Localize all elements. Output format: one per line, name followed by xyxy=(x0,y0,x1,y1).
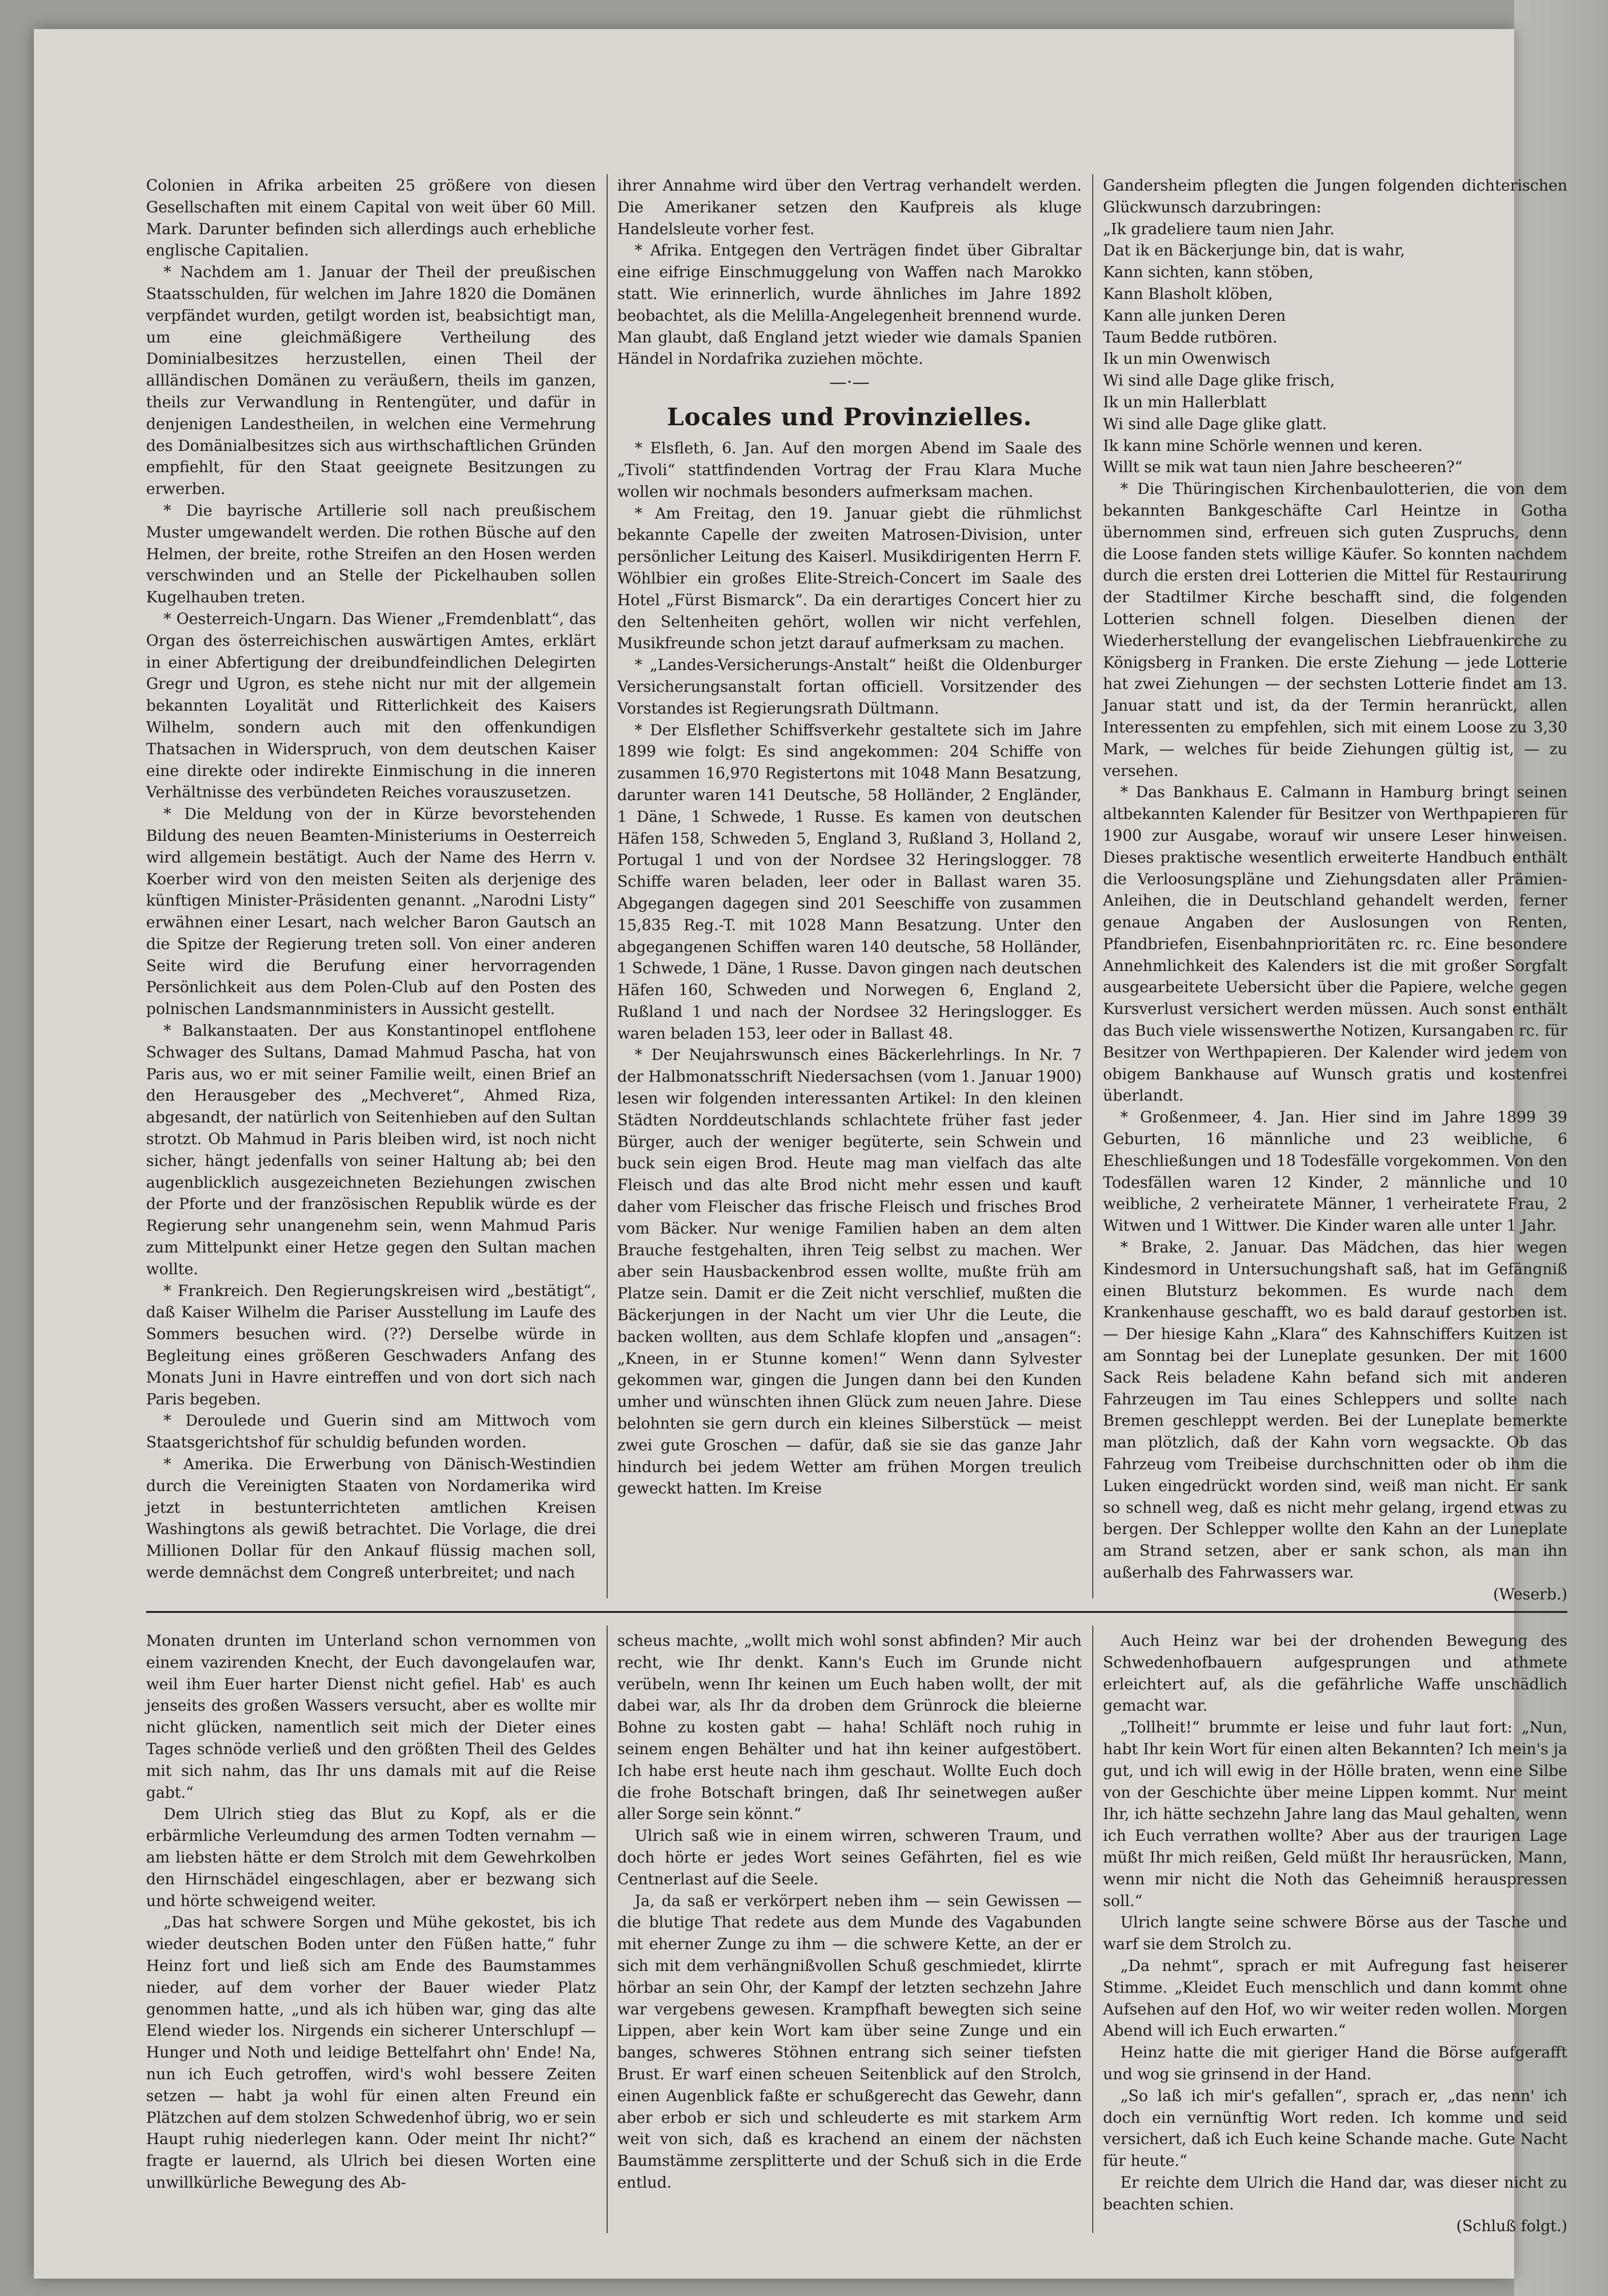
column-divider xyxy=(1092,174,1093,1598)
article-paragraph: * „Landes-Versicherungs-Anstalt“ heißt die Oldenburger Versicherungsanstalt fortan officiell. Vorsitzender des Vorstandes ist Regierungsrath Dültmann. xyxy=(617,656,1082,717)
article-paragraph: * Die bayrische Artillerie soll nach preußischem Muster umgewandelt werden. Die rothen Büsche auf den Helmen, der breite, rothe Streifen an den Hosen werden verschwinden und an Stelle der Pickelhauben sollen Kugelhauben treten. xyxy=(146,502,596,607)
article-paragraph: „Tollheit!“ brummte er leise und fuhr laut fort: „Nun, habt Ihr kein Wort für einen alten Bekannten? Ich mein's ja gut, und ich will ewig in der Hölle braten, wenn eine Silbe von der Geschichte über meine Lippen kommt. Nur meint Ihr, ich hätte sechzehn Jahre lang das Maul gehalten, wenn ich Euch verrathen wollte? Aber aus der traurigen Lage müßt Ihr mich reißen, Geld müßt Ihr herausrücken, Mann, wenn mir nicht die Noth das Geheimniß herauspressen soll.“ xyxy=(1103,1719,1567,1910)
article-paragraph: * Das Bankhaus E. Calmann in Hamburg bringt seinen altbekannten Kalender für Besitzer von Werthpapieren für 1900 zur Ausgabe, worauf wir unsere Leser hinweisen. Dieses praktische wesentlich erweiterte Handbuch enthält die Verloosungspläne und Ziehungsdaten aller Prämien-Anleihen, die in Deutschland gehandelt werden, ferner genaue Angaben der Auslosungen von Renten, Pfandbriefen, Eisenbahnprioritäten rc. rc. Eine besondere Annehmlichkeit des Kalenders ist die mit großer Sorgfalt ausgearbeitete Uebersicht über die Papiere, welche gegen Kursverlust versichert werden müssen. Auch sonst enthält das Buch viele wissenswerthe Notizen, Kursangaben rc. für Besitzer von Werthpapieren. Der Kalender wird jedem von obigem Bankhause auf Wunsch gratis und kostenfrei überlandt. xyxy=(1103,784,1567,1105)
article-paragraph: scheus machte, „wollt mich wohl sonst abfinden? Mir auch recht, wie Ihr denkt. Kann's Euch im Grunde nicht verübeln, wenn Ihr keinen um Euch haben wollt, der mit dabei war, als Ihr da droben dem Grünrock die bleierne Bohne zu kosten gabt — haha! Schläft noch ruhig in seinem engen Behälter und hat ihn keiner aufgestöbert. Ich habe erst heute nach ihm geschaut. Wollte Euch doch die frohe Botschaft bringen, daß Ihr seinetwegen außer aller Sorge sein könnt.“ xyxy=(617,1632,1082,1823)
article-paragraph: Ja, da saß er verkörpert neben ihm — sein Gewissen — die blutige That redete aus dem Munde des Vagabunden mit eherner Zunge zu ihm — die schwere Kette, an der er sich mit dem verhängnißvollen Schuß geschmiedet, klirrte hörbar an sein Ohr, der Kampf der letzten sechzehn Jahre war vergebens gewesen. Krampfhaft bewegten sich seine Lippen, aber kein Wort kam über seine Zunge und ein banges, schweres Stöhnen entrang sich seiner tiefsten Brust. Er warf einen scheuen Seitenblick auf den Strolch, einen Augenblick faßte er schußgerecht das Gewehr, dann aber erbob er sich und schleuderte es mit starkem Arm weit von sich, daß es krachend an einem der nächsten Baumstämme zersplitterte und der Schuß sich in die Erde entlud. xyxy=(617,1892,1082,2192)
article-paragraph: * Brake, 2. Januar. Das Mädchen, das hier wegen Kindesmord in Untersuchungshaft saß, hat im Gefängniß einen Blutsturz bekommen. Es wurde nach dem Krankenhause geschafft, wo es bald darauf gestorben ist. — Der hiesige Kahn „Klara“ des Kahnschiffers Kuitzen ist am Sonntag bei der Luneplate gesunken. Der mit 1600 Sack Reis beladene Kahn befand sich mit anderen Fahrzeugen im Tau eines Schleppers und sollte nach Bremen geschleppt werden. Bei der Luneplate bemerkte man plötzlich, daß der Kahn vorn wegsackte. Ob das Fahrzeug vom Treibeise durchschnitten oder ob ihm die Luken eingedrückt worden sind, weiß man nicht. Er sank so schnell weg, daß es nicht mehr gelang, irgend etwas zu bergen. Der Schlepper wollte den Kahn an der Luneplate am Strand setzen, aber er sank schon, als man ihn außerhalb des Fahrwassers war. xyxy=(1103,1239,1567,1581)
article-paragraph: * Nachdem am 1. Januar der Theil der preußischen Staatsschulden, für welchen im Jahre 1820 die Domänen verpfändet wurden, getilgt worden ist, beabsichtigt man, um eine gleichmäßigere Vertheilung des Dominialbesitzes herzustellen, einen Theil der allländischen Domänen zu veräußern, theils im ganzen, theils zur Verwandlung in Rentengüter, und dafür in denjenigen Landestheilen, in welchen eine Vermehrung des Domänialbesitzes sich aus wirthschaftlichen Gründen empfiehlt, für den Staat geeignete Besitzungen zu erwerben. xyxy=(146,264,596,498)
feuilleton-rule xyxy=(146,1611,1567,1613)
column-3 xyxy=(1103,175,1567,1603)
source-attribution: (Weserb.) xyxy=(1493,1585,1567,1603)
poem-intro: Gandersheim pflegten die Jungen folgenden dichterischen Glückwunsch darzubringen: xyxy=(1103,177,1567,216)
article-paragraph: * Der Elsflether Schiffsverkehr gestaltete sich im Jahre 1899 wie folgt: Es sind angekommen: 204 Schiffe von zusammen 16,970 Registertons mit 1048 Mann Besatzung, darunter waren 141 Deutsche, 58 Holländer, 2 Engländer, 1 Däne, 1 Schwede, 1 Russe. Es kamen von deutschen Häfen 158, Schweden 5, England 3, Rußland 3, Holland 2, Portugal 1 und von der Nordsee 32 Heringslogger. 78 Schiffe waren beladen, leer oder in Ballast waren 35. Abgegangen dagegen sind 201 Seeschiffe von zusammen 15,835 Reg.-T. mit 1028 Mann Besatzung. Unter den abgegangenen Schiffen waren 140 deutsche, 58 Holländer, 1 Schwede, 1 Däne, 1 Russe. Davon gingen nach deutschen Häfen 160, Schweden und Norwegen 6, England 2, Rußland 1 und nach der Nordsee 32 Heringslogger. Es waren beladen 153, leer oder in Ballast 48. xyxy=(617,721,1082,1043)
column-divider xyxy=(607,174,608,1598)
column-divider xyxy=(1092,1625,1093,2233)
article-paragraph: Auch Heinz war bei der drohenden Bewegung des Schwedenhofbauern aufgesprungen und athmete erleichtert auf, als die gefährliche Waffe unschädlich gemacht war. xyxy=(1103,1632,1567,1715)
article-paragraph: Dem Ulrich stieg das Blut zu Kopf, als er die erbärmliche Verleumdung des armen Todten vernahm — am liebsten hätte er dem Strolch mit dem Gewehrkolben den Hirnschädel eingeschlagen, aber er bezwang sich und hörte schweigend weiter. xyxy=(146,1805,596,1910)
article-paragraph: * Die Thüringischen Kirchenbaulotterien, die von dem bekannten Bankgeschäfte Carl Heintze in Gotha übernommen sind, erfreuen sich guten Zuspruchs, denn die Loose fanden stets willige Käufer. So konnten nachdem durch die ersten drei Lotterien die Mittel für Restaurirung der Stadtilmer Kirche beschafft sind, die folgenden Lotterien schnell folgen. Dieselben dienen der Wiederherstellung der evangelischen Liebfrauenkirche zu Königsberg in Franken. Die erste Ziehung — jede Lotterie hat zwei Ziehungen — der sechsten Lotterie findet am 13. Januar statt und ist, da der Termin heranrückt, allen Interessenten zu empfehlen, sich mit einem Loose zu 3,30 Mark, — welches für beide Ziehungen gültig ist, — zu versehen. xyxy=(1103,480,1567,780)
section-title: Locales und Provinzielles. xyxy=(667,403,1032,432)
article-paragraph: Colonien in Afrika arbeiten 25 größere von diesen Gesellschaften mit einem Capital von weit über 60 Mill. Mark. Darunter befinden sich allerdings auch erhebliche englische Capitalien. xyxy=(146,177,596,260)
feuilleton-column-2 xyxy=(617,1630,1082,2230)
newspaper-page xyxy=(34,29,1567,2279)
article-paragraph: Ulrich saß wie in einem wirren, schweren Traum, und doch hörte er jedes Wort seines Gefährten, fiel es wie Centnerlast auf die Seele. xyxy=(617,1827,1082,1888)
section-separator: —·— xyxy=(829,373,870,393)
column-2 xyxy=(617,175,1082,1595)
article-paragraph: „So laß ich mir's gefallen“, sprach er, „das nenn' ich doch ein vernünftig Wort reden. Ich komme und seid versichert, daß ich Euch keine Schande mache. Gute Nacht für heute.“ xyxy=(1103,2087,1567,2170)
article-paragraph: „Da nehmt“, sprach er mit Aufregung fast heiserer Stimme. „Kleidet Euch menschlich und dann kommt ohne Aufsehen auf den Hof, wo wir weiter reden wollen. Morgen Abend will ich Euch erwarten.“ xyxy=(1103,1957,1567,2040)
article-paragraph: * Afrika. Entgegen den Verträgen findet über Gibraltar eine eifrige Einschmuggelung von Waffen nach Marokko statt. Wie erinnerlich, wurde ähnliches im Jahre 1892 beobachtet, als die Melilla-Angelegenheit brennend wurde. Man glaubt, daß England jetzt wieder wie damals Spanien Händel in Nordafrika zuziehen möchte. xyxy=(617,242,1082,368)
continued-note: (Schluß folgt.) xyxy=(1456,2217,1567,2235)
article-paragraph: Heinz hatte die mit gieriger Hand die Börse aufgerafft und wog sie grinsend in der Hand. xyxy=(1103,2044,1567,2083)
article-paragraph: * Der Neujahrswunsch eines Bäckerlehrlings. In Nr. 7 der Halbmonatsschrift Niedersachsen (vom 1. Januar 1900) lesen wir folgenden interessanten Artikel: In den kleinen Städten Norddeutschlands schlachtete früher fast jeder Bürger, auch der weniger begüterte, sein Schwein und buck sein eigen Brod. Heute mag man vielfach das alte Fleisch und das alte Brod nicht mehr essen und kauft daher vom Fleischer das frische Fleisch und frisches Brod vom Bäcker. Nur wenige Familien haben an dem alten Brauche festgehalten, ihren Teig selbst zu machen. Wer aber sein Hausbackenbrod essen wollte, mußte früh am Platze sein. Damit er die Zeit nicht verschlief, mußten die Bäckerjungen in der Nacht um vier Uhr die Leute, die backen wollten, aus dem Schlafe klopfen und „ansagen“: „Kneen, in er Stunne komen!“ Wenn dann Sylvester gekommen war, gingen die Jungen dann bei den Kunden umher und wünschten ihnen Glück zum neuen Jahre. Diese belohnten sie gern durch ein kleines Silberstück — meist zwei gute Groschen — dafür, daß sie sie das ganze Jahr hindurch bei jedem Wetter am frühen Morgen treulich geweckt hatten. Im Kreise xyxy=(617,1046,1082,1498)
article-paragraph: * Deroulede und Guerin sind am Mittwoch vom Staatsgerichtshof für schuldig befunden worden. xyxy=(146,1412,596,1452)
article-paragraph: * Großenmeer, 4. Jan. Hier sind im Jahre 1899 39 Geburten, 16 männliche und 23 weibliche, 6 Eheschließungen und 18 Todesfälle vorgekommen. Von den Todesfällen waren 12 Kinder, 2 männliche und 10 weibliche, 2 verheiratete Männer, 1 verheiratete Frau, 2 Witwen und 1 Wittwer. Die Kinder waren alle unter 1 Jahr. xyxy=(1103,1109,1567,1235)
article-paragraph: * Elsfleth, 6. Jan. Auf den morgen Abend im Saale des „Tivoli“ stattfindenden Vortrag der Frau Klara Muche wollen wir nochmals besonders aufmerksam machen. xyxy=(617,440,1082,501)
column-1 xyxy=(146,175,596,1595)
article-paragraph: Monaten drunten im Unterland schon vernommen von einem vazirenden Knecht, der Euch davongelaufen war, weil ihm Euer harter Dienst nicht gefiel. Hab' es auch jenseits des großen Wassers versucht, aber es wollte mir nicht glücken, namentlich seit mich der Dieter eines Tages schnöde verließ und den größten Theil des Geldes mit sich nahm, das Ihr uns damals mit auf die Reise gabt.“ xyxy=(146,1632,596,1802)
poem-verse: „Ik gradeliere taum nien Jahr. Dat ik en Bäckerjunge bin, dat is wahr, Kann sichten, kann stöben, Kann Blasholt klöben, Kann alle junken Deren Taum Bedde rutbören. Ik un min Owenwisch Wi sind alle Dage glike frisch, Ik un min Hallerblatt Wi sind alle Dage glike glatt. Ik kann mine Schörle wennen und keren. Willt se mik wat taun nien Jahre bescheeren?“ xyxy=(1103,220,1463,477)
feuilleton-column-3 xyxy=(1103,1630,1567,2235)
article-paragraph: * Amerika. Die Erwerbung von Dänisch-Westindien durch die Vereinigten Staaten von Nordamerika wird jetzt in bestunterrichteten amtlichen Kreisen Washingtons als gewiß betrachtet. Die Vorlage, die drei Millionen Dollar für den Ankauf flüssig machen soll, werde demnächst dem Congreß unterbreitet; und nach xyxy=(146,1456,596,1581)
article-paragraph: Ulrich langte seine schwere Börse aus der Tasche und warf sie dem Strolch zu. xyxy=(1103,1914,1567,1953)
article-paragraph: * Am Freitag, den 19. Januar giebt die rühmlichst bekannte Capelle der zweiten Matrosen-Division, unter persönlicher Leitung des Kaiserl. Musikdirigenten Herrn F. Wöhlbier ein großes Elite-Streich-Concert im Saale des Hotel „Fürst Bismarck“. Da ein derartiges Concert hier zu den Seltenheiten gehört, wollen wir nicht verfehlen, Musikfreunde schon jetzt darauf aufmerksam zu machen. xyxy=(617,505,1082,653)
article-paragraph: * Die Meldung von der in Kürze bevorstehenden Bildung des neuen Beamten-Ministeriums in Oesterreich wird allgemein bestätigt. Auch der Name des Herrn v. Koerber wird von den meisten Seiten als derjenige des künftigen Minister-Präsidenten genannt. „Narodni Listy“ erwähnen einer Lesart, nach welcher Baron Gautsch an die Spitze der Regierung treten soll. Von einer anderen Seite wird die Berufung einer hervorragenden Persönlichkeit aus dem Polen-Club auf den Posten des polnischen Landsmannministers in Aussicht gestellt. xyxy=(146,805,596,1018)
feuilleton-column-1 xyxy=(146,1630,596,2230)
article-paragraph: ihrer Annahme wird über den Vertrag verhandelt werden. Die Amerikaner setzen den Kaufpreis als kluge Handelsleute vorher fest. xyxy=(617,177,1082,238)
article-paragraph: „Das hat schwere Sorgen und Mühe gekostet, bis ich wieder deutschen Boden unter den Füßen hatte,“ fuhr Heinz fort und ließ sich am Ende des Baumstammes nieder, auf dem vorher der Bauer wieder Platz genommen hatte, „und als ich hüben war, ging das alte Elend wieder los. Nirgends ein sicherer Unterschlupf — Hunger und Noth und leidige Bettelfahrt ohn' Ende! Na, nun ich Euch getroffen, wird's wohl bessere Zeiten setzen — habt ja wohl für einen alten Freund ein Plätzchen auf dem stolzen Schwedenhof übrig, wo er sein Haupt ruhig niederlegen kann. Oder meint Ihr nicht?“ fragte er lauernd, als Ulrich bei diesen Worten eine unwillkürliche Bewegung des Ab- xyxy=(146,1914,596,2192)
article-paragraph: * Balkanstaaten. Der aus Konstantinopel entflohene Schwager des Sultans, Damad Mahmud Pascha, hat von Paris aus, wo er mit seiner Familie weilt, einen Brief an den Herausgeber des „Mechveret“, Ahmed Riza, abgesandt, der natürlich von Seitenhieben auf den Sultan strotzt. Ob Mahmud in Paris bleiben wird, ist noch nicht sicher, hängt jedenfalls von seiner Haltung ab; bei den augenblicklich ausgezeichneten Beziehungen zwischen der Pforte und der französischen Republik würde es der Regierung sehr unangenehm sein, wenn Mahmud Paris zum Mittelpunkt einer Hetze gegen den Sultan machen wollte. xyxy=(146,1022,596,1278)
column-divider xyxy=(607,1625,608,2233)
article-paragraph: Er reichte dem Ulrich die Hand dar, was dieser nicht zu beachten schien. xyxy=(1103,2174,1567,2213)
article-paragraph: * Oesterreich-Ungarn. Das Wiener „Fremdenblatt“, das Organ des österreichischen auswärtigen Amtes, erklärt in einer Abfertigung der dreibundfeindlichen Delegirten Gregr und Ugron, es stehe nicht nur mit der allgemein bekannten Loyalität und Ritterlichkeit des Kaisers Wilhelm, sondern auch mit den offenkundigen Thatsachen in Widerspruch, von dem deutschen Kaiser eine direkte oder indirekte Einmischung in die inneren Verhältnisse des verbündeten Reiches vorauszusetzen. xyxy=(146,610,596,802)
article-paragraph: * Frankreich. Den Regierungskreisen wird „bestätigt“, daß Kaiser Wilhelm die Pariser Ausstellung im Laufe des Sommers besuchen wird. (??) Derselbe würde in Begleitung eines größeren Geschwaders Anfang des Monats Juni in Havre eintreffen und von dort sich nach Paris begeben. xyxy=(146,1282,596,1408)
